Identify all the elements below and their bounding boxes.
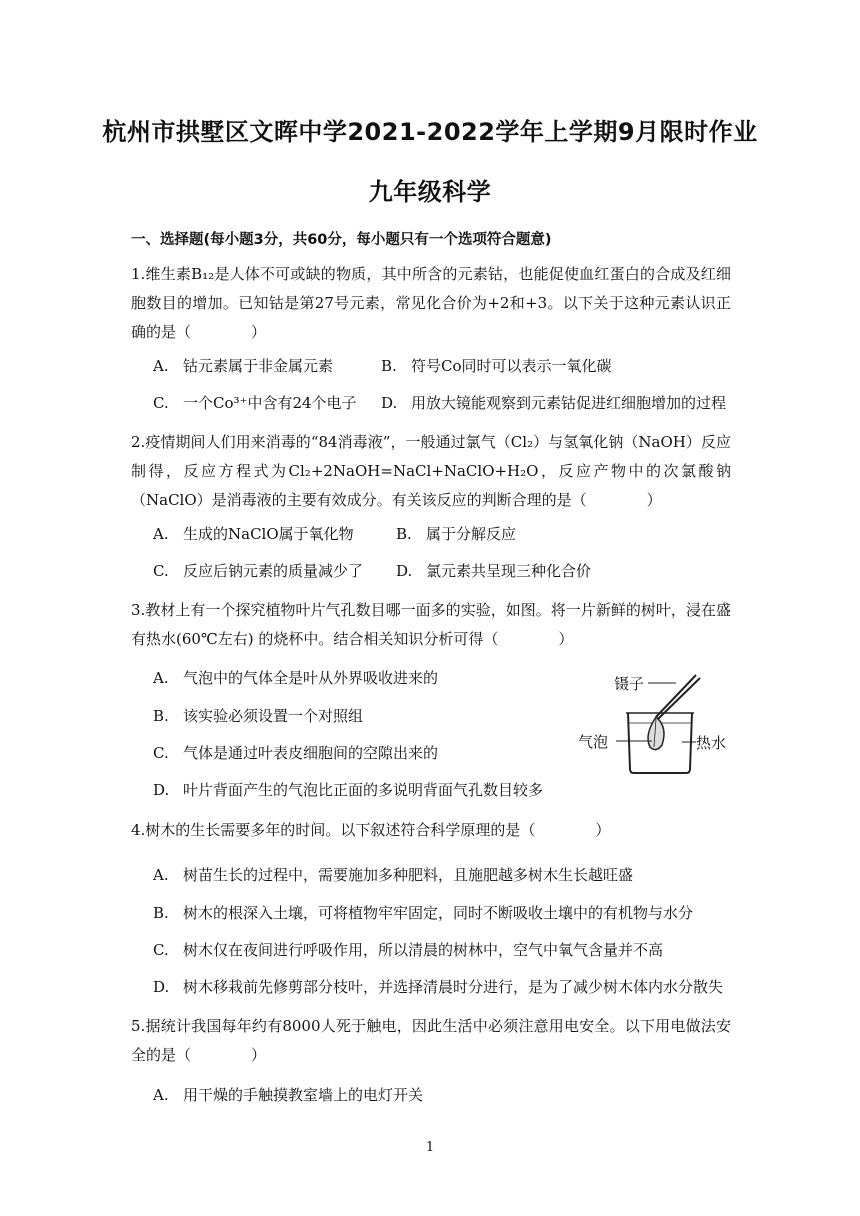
option-text: 气泡中的气体全是叶从外界吸收进来的 (183, 669, 439, 687)
option-label: A. (153, 525, 169, 543)
option-label: D. (381, 394, 398, 412)
question-4-stem: 4.树木的生长需要多年的时间。以下叙述符合科学原理的是（ ） (131, 821, 611, 839)
question-3-option-c (153, 743, 438, 763)
question-1-option-a (153, 356, 333, 376)
question-2-option-c (153, 561, 363, 581)
tweezers-label: 镊子 (614, 675, 645, 693)
question-4-option-b (153, 903, 693, 923)
question-2-option-b (396, 524, 516, 544)
option-label: A. (153, 669, 169, 687)
question-3-stem: 3.教材上有一个探究植物叶片气孔数目哪一面多的实验，如图。将一片新鲜的树叶，浸在盛有热水(60℃左右) 的烧杯中。结合相关知识分析可得（ ） (131, 601, 731, 648)
option-label: D. (153, 781, 170, 799)
option-label: B. (396, 525, 412, 543)
question-2-option-a (153, 524, 354, 544)
option-text: 树苗生长的过程中，需要施加多种肥料，且施肥越多树木生长越旺盛 (183, 866, 634, 884)
option-label: A. (153, 1086, 169, 1104)
option-label: A. (153, 866, 169, 884)
option-label: C. (153, 394, 169, 412)
question-1-option-b (381, 356, 612, 376)
option-label: C. (153, 744, 169, 762)
page-number: 1 (425, 1140, 435, 1155)
option-text: 用干燥的手触摸教室墙上的电灯开关 (183, 1086, 424, 1104)
question-1-option-d (381, 393, 726, 413)
option-text: 符号Co同时可以表示一氧化碳 (411, 357, 612, 375)
question-4-option-a (153, 865, 633, 885)
option-label: B. (153, 707, 169, 725)
option-text: 树木的根深入土壤，可将植物牢牢固定，同时不断吸收土壤中的有机物与水分 (183, 904, 694, 922)
question-3-option-b (153, 706, 363, 726)
option-label: D. (396, 562, 413, 580)
question-5-option-a (153, 1085, 423, 1105)
document-title: 杭州市拱墅区文晖中学2021-2022学年上学期9月限时作业 (102, 118, 758, 146)
question-4-option-d (153, 977, 723, 997)
section-heading: 一、选择题(每小题3分，共60分，每小题只有一个选项符合题意) (131, 232, 552, 248)
option-label: A. (153, 357, 169, 375)
tweezers-arm-1 (656, 675, 696, 717)
option-text: 用放大镜能观察到元素钴促进红细胞增加的过程 (411, 394, 727, 412)
option-text: 氯元素共呈现三种化合价 (426, 562, 592, 580)
bubble-label: 气泡 (578, 733, 609, 751)
option-text: 气体是通过叶表皮细胞间的空隙出来的 (183, 744, 439, 762)
option-text: 钴元素属于非金属元素 (183, 357, 334, 375)
option-label: D. (153, 978, 170, 996)
question-2-option-d (396, 561, 591, 581)
question-2-stem: 2.疫情期间人们用来消毒的“84消毒液”，一般通过氯气（Cl₂）与氢氧化钠（NaOH）反应制得，反应方程式为Cl₂+2NaOH=NaCl+NaClO+H₂O，反应产物中的次氯酸钠（NaClO）是消毒液的主要有效成分。有关该反应的判断合理的是（ ） (131, 433, 731, 509)
hot-water-label: 热水 (696, 734, 727, 752)
question-1-option-c (153, 393, 357, 413)
option-text: 该实验必须设置一个对照组 (183, 707, 364, 725)
option-label: C. (153, 562, 169, 580)
question-3-option-d (153, 780, 543, 800)
option-label: B. (381, 357, 397, 375)
option-label: B. (153, 904, 169, 922)
option-text: 属于分解反应 (426, 525, 517, 543)
option-text: 生成的NaClO属于氧化物 (183, 525, 354, 543)
beaker-leaf-figure (572, 665, 732, 780)
option-label: C. (153, 941, 169, 959)
question-4-option-c (153, 940, 663, 960)
question-5-stem: 5.据统计我国每年约有8000人死于触电，因此生活中必须注意用电安全。以下用电做法安全的是（ ） (131, 1017, 731, 1064)
question-1-stem: 1.维生素B₁₂是人体不可或缺的物质，其中所含的元素钴，也能促使血红蛋白的合成及红细胞数目的增加。已知钴是第27号元素，常见化合价为+2和+3。以下关于这种元素认识正确的是（ ） (131, 265, 731, 341)
option-text: 反应后钠元素的质量减少了 (183, 562, 364, 580)
option-text: 叶片背面产生的气泡比正面的多说明背面气孔数目较多 (183, 781, 544, 799)
option-text: 一个Co³⁺中含有24个电子 (183, 394, 357, 412)
question-3-option-a (153, 668, 438, 688)
option-text: 树木移栽前先修剪部分枝叶，并选择清晨时分进行，是为了减少树木体内水分散失 (183, 978, 724, 996)
beaker-diagram (572, 665, 732, 780)
option-text: 树木仅在夜间进行呼吸作用，所以清晨的树林中，空气中氧气含量并不高 (183, 941, 664, 959)
document-subtitle: 九年级科学 (368, 178, 492, 206)
